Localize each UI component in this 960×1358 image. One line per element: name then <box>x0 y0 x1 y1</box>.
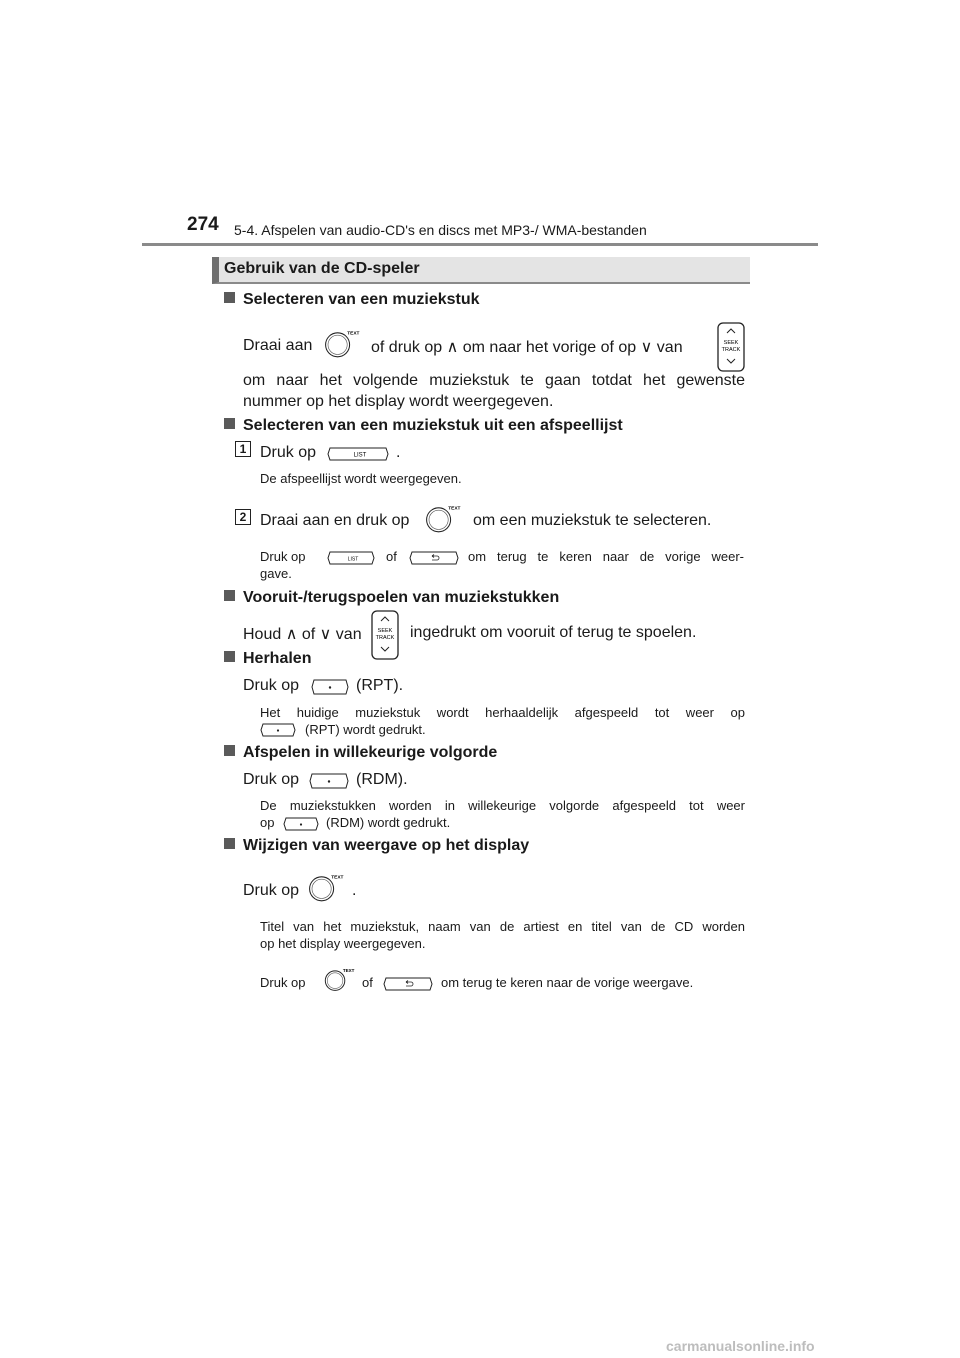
note-text: om terug te keren naar de vorige weer- <box>468 549 744 564</box>
note-text: of <box>386 549 397 564</box>
text-line: Druk op <box>260 444 317 461</box>
svg-text:TRACK: TRACK <box>375 635 395 641</box>
back-button-icon <box>409 551 459 565</box>
text-knob-icon <box>425 503 461 535</box>
list-button-icon <box>327 551 375 565</box>
header-divider <box>142 243 818 246</box>
svg-text:TEXT: TEXT <box>448 506 461 512</box>
bullet-square-icon <box>224 838 235 849</box>
heading-select-track: Selecteren van een muziekstuk <box>224 291 480 309</box>
text-knob-icon <box>324 967 355 993</box>
note-text: om terug te keren naar de vorige weergave. <box>441 975 694 990</box>
note-text: gave. <box>260 566 292 581</box>
text-knob-icon <box>308 872 344 904</box>
note-text: op <box>260 815 275 830</box>
text-line: . <box>352 882 357 899</box>
bullet-square-icon <box>224 292 235 303</box>
step-number: 1 <box>235 441 251 457</box>
svg-text:TRACK: TRACK <box>721 347 741 353</box>
text-line: Druk op <box>243 882 300 899</box>
step-number: 2 <box>235 509 251 525</box>
text-line: Druk op <box>243 677 300 694</box>
svg-text:TEXT: TEXT <box>347 331 360 337</box>
preset-button-icon <box>260 723 296 737</box>
bullet-square-icon <box>224 651 235 662</box>
back-button-icon <box>383 977 433 991</box>
chapter-title: 5-4. Afspelen van audio-CD's en discs met MP3-/ WMA-bestanden <box>234 222 647 238</box>
note-text: Druk op <box>260 549 306 564</box>
text-line: Draai aan <box>243 337 313 354</box>
page-number: 274 <box>187 214 219 235</box>
heading-seek: Vooruit-/terugspoelen van muziekstukken <box>224 589 559 607</box>
text-line: om naar het volgende muziekstuk te gaan totdat het gewenste <box>243 372 745 389</box>
text-line: (RDM). <box>356 771 408 788</box>
svg-text:TEXT: TEXT <box>331 875 344 881</box>
heading-repeat: Herhalen <box>224 650 311 668</box>
svg-text:SEEK: SEEK <box>377 628 393 634</box>
text-line: Houd ∧ of ∨ van <box>243 626 362 643</box>
list-button-icon <box>327 447 389 461</box>
heading-random: Afspelen in willekeurige volgorde <box>224 744 497 762</box>
note-text: De muziekstukken worden in willekeurige volgorde afgespeeld tot weer <box>260 798 745 813</box>
seek-track-button-icon <box>370 610 400 660</box>
preset-button-icon <box>311 679 349 695</box>
note-text: (RPT) wordt gedrukt. <box>305 722 426 737</box>
preset-button-icon <box>309 773 349 789</box>
preset-button-icon <box>283 817 319 831</box>
note-text: Titel van het muziekstuk, naam van de artiest en titel van de CD worden <box>260 919 745 934</box>
note-text: of <box>362 975 373 990</box>
bullet-square-icon <box>224 418 235 429</box>
svg-text:LIST: LIST <box>347 556 359 563</box>
heading-display: Wijzigen van weergave op het display <box>224 837 529 855</box>
svg-text:LIST: LIST <box>353 452 367 459</box>
text-line: (RPT). <box>356 677 404 694</box>
text-line: Druk op <box>243 771 300 788</box>
section-title: Gebruik van de CD-speler <box>224 260 420 277</box>
svg-text:TEXT: TEXT <box>342 968 355 974</box>
note-text: (RDM) wordt gedrukt. <box>326 815 451 830</box>
footer-watermark: carmanualsonline.info <box>666 1338 815 1354</box>
text-knob-icon <box>324 328 360 360</box>
text-line: . <box>396 444 401 461</box>
bullet-square-icon <box>224 745 235 756</box>
svg-text:SEEK: SEEK <box>723 340 739 346</box>
note-text: op het display weergegeven. <box>260 936 426 951</box>
text-line: ingedrukt om vooruit of terug te spoelen. <box>410 624 697 641</box>
heading-select-from-playlist: Selecteren van een muziekstuk uit een afspeellijst <box>224 417 623 435</box>
note-text: Druk op <box>260 975 306 990</box>
text-line: nummer op het display wordt weergegeven. <box>243 393 554 410</box>
text-line: Draai aan en druk op <box>260 512 410 529</box>
note-text: Het huidige muziekstuk wordt herhaaldelijk afgespeeld tot weer op <box>260 705 745 720</box>
seek-track-button-icon <box>716 322 746 372</box>
text-line: of druk op ∧ om naar het vorige of op ∨ van <box>371 339 683 356</box>
note-text: De afspeellijst wordt weergegeven. <box>260 471 462 486</box>
text-line: om een muziekstuk te selecteren. <box>473 512 712 529</box>
bullet-square-icon <box>224 590 235 601</box>
